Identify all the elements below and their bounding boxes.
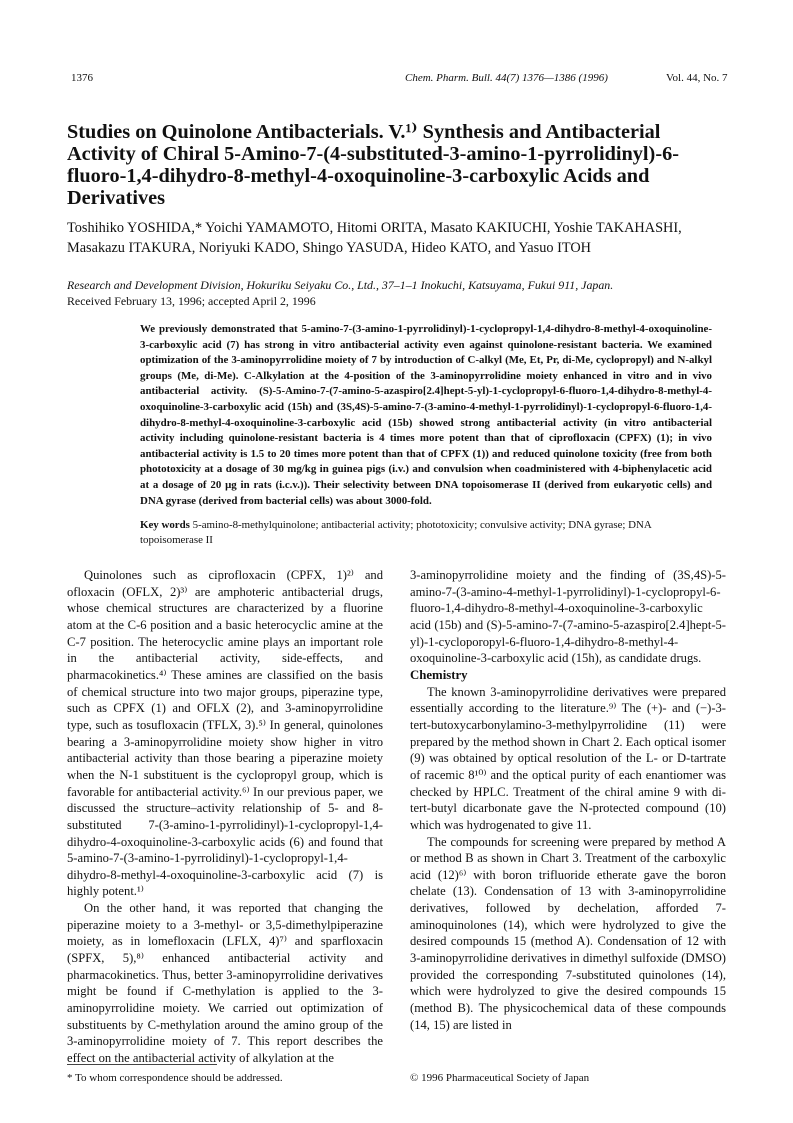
footnote: * To whom correspondence should be addressed. <box>67 1072 283 1084</box>
keywords <box>140 518 712 547</box>
section-heading-chemistry: Chemistry <box>410 667 468 682</box>
footnote-rule <box>67 1064 217 1065</box>
page-number: 1376 <box>71 72 93 84</box>
body-paragraph: On the other hand, it was reported that changing the piperazine moiety to a 3-methyl- or 3,5-dimethylpiperazine moiety, as in lomefloxacin (LFLX, 4)⁷⁾ and sparfloxacin (SPFX, 5),⁸⁾ enhanced antibacterial activity and pharmacokinetics. Thus, better 3-aminopyrrolidine derivatives might be found if C-methylation is applied to the 3-aminopyrrolidine moiety. We carried out optimization of substituents by C-methylation around the amino group of the 3-aminopyrrolidine moiety of 7. This report describes the effect on the antibacterial activity of alkylation at the <box>67 901 383 1066</box>
keywords-list: 5-amino-8-methylquinolone; antibacterial activity; phototoxicity; convulsive activity; DNA gyrase; DNA topoisomerase II <box>140 519 652 546</box>
affiliation-block <box>67 278 727 309</box>
body-paragraph: The known 3-aminopyrrolidine derivatives were prepared essentially according to the literature.⁹⁾ The (+)- and (−)-3-tert-butoxycarbonylamino-3-methylpyrrolidine (11) were prepared by the method shown in Chart 2. Each optical isomer (9) was obtained by optical resolution of the L- or D-tartrate of racemic 8¹⁰⁾ and the optical purity of each enantiomer was checked by HPLC. Treatment of the chiral amine 9 with di-tert-butyl dicarbonate gave the N-protected compound (10) which was hydrogenated to give 11. <box>410 684 726 832</box>
keywords-label: Key words <box>140 519 190 531</box>
abstract: We previously demonstrated that 5-amino-7-(3-amino-1-pyrrolidinyl)-1-cyclopropyl-1,4-dihydro-8-methyl-4-oxoquinoline-3-carboxylic acid (7) has strong in vitro antibacterial activity even against quinolone-resistant bacteria. We examined optimization of the 3-aminopyrrolidine moiety of 7 by introduction of C-alkyl (Me, Et, Pr, di-Me, cyclopropyl) and N-alkyl groups (Me, di-Me). C-Alkylation at the 4-position of the 3-aminopyrrolidine moiety enhanced in vitro and in vivo antibacterial activity. (S)-5-Amino-7-(7-amino-5-azaspiro[2.4]hept-5-yl)-1-cyclopropyl-6-fluoro-1,4-dihydro-8-methyl-4-oxoquinoline-3-carboxylic acid (15h) and (3S,4S)-5-amino-7-(3-amino-4-methyl-1-pyrrolidinyl)-1-cyclopropyl-6-fluoro-1,4-dihydro-8-methyl-4-oxoquinoline-3-carboxylic acid (15b) showed strong antibacterial activity (in vitro antibacterial activity including quinolone-resistant bacteria is 4 times more potent than that of ciprofloxacin (CPFX) (1); in vivo antibacterial activity is 1.5 to 20 times more potent than that of CPFX (1)) and reduced quinolone toxicity (free from both phototoxicity at a dosage of 30 mg/kg in guinea pigs (i.v.) and convulsion when coadministered with 4-biphenylacetic acid at a dosage of 20 μg in rats (i.c.v.)). Their selectivity between DNA topoisomerase II (derived from eukaryotic cells) and DNA gyrase (derived from bacterial cells) was about 3000-fold. <box>140 323 712 507</box>
volume-issue: Vol. 44, No. 7 <box>666 72 728 84</box>
copyright: © 1996 Pharmaceutical Society of Japan <box>410 1072 590 1084</box>
affiliation: Research and Development Division, Hokuriku Seiyaku Co., Ltd., 37–1–1 Inokuchi, Katsuyama, Fukui 911, Japan. <box>67 278 614 292</box>
body-paragraph: 3-aminopyrrolidine moiety and the finding of (3S,4S)-5-amino-7-(3-amino-4-methyl-1-pyrrolidinyl)-1-cyclopropyl-6-fluoro-1,4-dihydro-8-methyl-4-oxoquinoline-3-carboxylic acid (15b) and (S)-5-amino-7-(7-amino-5-azaspiro[2.4]hept-5-yl)-1-cycloporopyl-6-fluoro-1,4-dihydro-8-methyl-4-oxoquinoline-3-carboxylic acid (15h), as candidate drugs. <box>410 568 726 666</box>
body-column-left <box>67 567 383 1067</box>
body-paragraph: Quinolones such as ciprofloxacin (CPFX, 1)²⁾ and ofloxacin (OFLX, 2)³⁾ are amphoteric antibacterial drugs, whose chemical structures are characterized by a fluorine atom at the C-6 position and a basic heterocyclic amine at the C-7 position. The heterocyclic amine plays an important role in the antibacterial activity, side-effects, and pharmacokinetics.⁴⁾ These amines are classified on the basis of chemical structure into two major groups, piperazine type, such as CPFX (1) and OFLX (2), and 3-aminopyrrolidine type, such as tosufloxacin (TFLX, 3).⁵⁾ In general, quinolones bearing a 3-aminopyrrolidine moiety show higher in vitro antibacterial activity than those bearing a piperazine moiety when the N-1 substituent is the cyclopropyl group, which is favorable for antibacterial activity.⁶⁾ In our previous paper, we discussed the structure–activity relationship of 5- and 8-substituted 7-(3-amino-1-pyrrolidinyl)-1-cyclopropyl-1,4-dihydro-4-oxoquinoline-3-carboxylic acids (6) and found that 5-amino-7-(3-amino-1-pyrrolidinyl)-1-cyclopropyl-1,4-dihydro-8-methyl-4-oxoquinoline-3-carboxylic acid (7) is highly potent.¹⁾ <box>67 568 383 899</box>
received-dates: Received February 13, 1996; accepted April 2, 1996 <box>67 293 316 308</box>
article-title: Studies on Quinolone Antibacterials. V.¹⁾ Synthesis and Antibacterial Activity of Chiral 5-Amino-7-(4-substituted-3-amino-1-pyrrolidinyl)-6-fluoro-1,4-dihydro-8-methyl-4-oxoquinoline-3-carboxylic Acids and Derivatives <box>67 121 679 209</box>
journal-citation: Chem. Pharm. Bull. 44(7) 1376—1386 (1996) <box>405 72 608 84</box>
body-paragraph: The compounds for screening were prepared by method A or method B as shown in Chart 3. Treatment of the carboxylic acid (12)⁶⁾ with boron trifluoride etherate gave the boron chelate (13). Condensation of 13 with 3-aminopyrrolidine derivatives, followed by dechelation, afforded 7-aminoquinolones (14), which were hydrolyzed to give the desired compounds 15 (method A). Condensation of 12 with 3-aminopyrrolidine derivatives in dimethyl sulfoxide (DMSO) provided the corresponding 7-substituted quinolones (14), which were hydrolyzed to give the desired compounds 15 (method B). The physicochemical data of these compounds (14, 15) are listed in <box>410 834 726 1032</box>
body-column-right <box>410 567 726 1033</box>
author-list: Toshihiko YOSHIDA,* Yoichi YAMAMOTO, Hitomi ORITA, Masato KAKIUCHI, Yoshie TAKAHASHI, Masakazu ITAKURA, Noriyuki KADO, Shingo YASUDA, Hideo KATO, and Yasuo ITOH <box>67 220 682 256</box>
